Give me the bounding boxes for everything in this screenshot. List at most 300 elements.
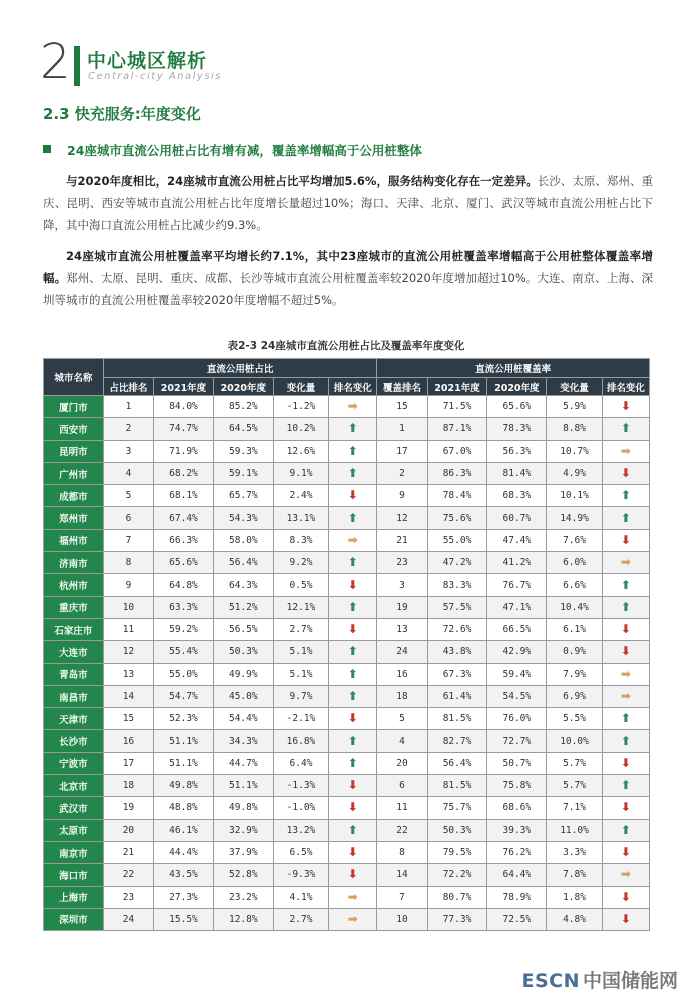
coverage-rank-cell: 24 [377, 641, 427, 663]
arrow-up-icon: ⬆ [620, 778, 631, 793]
arrow-up-icon: ⬆ [347, 733, 358, 748]
ratio-change-cell: 2.7% [273, 908, 329, 930]
arrow-up-icon: ⬆ [347, 755, 358, 770]
arrow-flat-icon: ➡ [620, 443, 631, 458]
coverage-change-cell: 10.1% [547, 485, 603, 507]
ratio-change-cell: 5.1% [273, 641, 329, 663]
coverage-2020-cell: 76.2% [487, 841, 547, 863]
ratio-2020-cell: 56.4% [213, 552, 273, 574]
coverage-col-header: 排名变化 [602, 378, 649, 396]
ratio-change-cell: -2.1% [273, 708, 329, 730]
table-row [44, 507, 650, 529]
chapter-header [40, 34, 340, 90]
table-row [44, 663, 650, 685]
arrow-down-icon: ⬇ [347, 577, 358, 592]
ratio-change-cell: 12.6% [273, 440, 329, 462]
rank-change-cell [329, 641, 377, 663]
table-row [44, 596, 650, 618]
coverage-2021-cell: 67.0% [427, 440, 487, 462]
ratio-rank-cell: 2 [103, 418, 153, 440]
coverage-change-cell: 5.9% [547, 396, 603, 418]
paragraph-1-bold: 与2020年度相比，24座城市直流公用桩占比平均增加5.6%，服务结构变化存在一定差异。 [66, 174, 538, 188]
arrow-up-icon: ⬆ [620, 711, 631, 726]
coverage-rank-cell: 13 [377, 618, 427, 640]
table-row [44, 797, 650, 819]
coverage-rank-cell: 3 [377, 574, 427, 596]
coverage-2020-cell: 72.7% [487, 730, 547, 752]
rank-change-cell [602, 485, 649, 507]
ratio-col-header: 排名变化 [329, 378, 377, 396]
coverage-rank-cell: 1 [377, 418, 427, 440]
rank-change-cell [329, 396, 377, 418]
ratio-2021-cell: 65.6% [154, 552, 214, 574]
coverage-rank-cell: 14 [377, 864, 427, 886]
city-name-cell: 昆明市 [44, 440, 104, 462]
rank-change-cell [602, 663, 649, 685]
rank-change-cell [329, 685, 377, 707]
arrow-flat-icon: ➡ [347, 399, 358, 414]
arrow-down-icon: ⬇ [347, 845, 358, 860]
coverage-change-cell: 5.7% [547, 752, 603, 774]
ratio-2020-cell: 44.7% [213, 752, 273, 774]
coverage-2020-cell: 47.1% [487, 596, 547, 618]
rank-change-cell [329, 752, 377, 774]
rank-change-cell [329, 841, 377, 863]
rank-change-cell [329, 775, 377, 797]
arrow-up-icon: ⬆ [347, 466, 358, 481]
ratio-2020-cell: 64.5% [213, 418, 273, 440]
rank-change-cell [329, 418, 377, 440]
table-row [44, 485, 650, 507]
table-row [44, 641, 650, 663]
rank-change-cell [602, 730, 649, 752]
arrow-up-icon: ⬆ [347, 421, 358, 436]
city-name-cell: 青岛市 [44, 663, 104, 685]
table-header-row-1 [44, 359, 650, 378]
arrow-flat-icon: ➡ [347, 532, 358, 547]
coverage-2021-cell: 79.5% [427, 841, 487, 863]
rank-change-cell [329, 819, 377, 841]
ratio-rank-cell: 3 [103, 440, 153, 462]
city-name-cell: 南京市 [44, 841, 104, 863]
arrow-flat-icon: ➡ [620, 867, 631, 882]
coverage-2021-cell: 82.7% [427, 730, 487, 752]
ratio-rank-cell: 20 [103, 819, 153, 841]
rank-change-cell [602, 574, 649, 596]
coverage-rank-cell: 6 [377, 775, 427, 797]
ratio-change-cell: 6.4% [273, 752, 329, 774]
ratio-2021-cell: 59.2% [154, 618, 214, 640]
arrow-down-icon: ⬇ [620, 911, 631, 926]
coverage-2020-cell: 39.3% [487, 819, 547, 841]
arrow-flat-icon: ➡ [620, 689, 631, 703]
table-row [44, 462, 650, 484]
coverage-change-cell: 10.4% [547, 596, 603, 618]
rank-change-cell [602, 841, 649, 863]
coverage-change-cell: 7.9% [547, 663, 603, 685]
ratio-group-header: 直流公用桩占比 [103, 359, 377, 378]
ratio-rank-cell: 24 [103, 908, 153, 930]
rank-change-cell [602, 752, 649, 774]
rank-change-cell [602, 708, 649, 730]
ratio-2021-cell: 55.4% [154, 641, 214, 663]
subsection-title [43, 141, 422, 159]
paragraph-1-text: 长沙、太原、郑州、重庆、昆明、西安等城市直流公用桩占比年度增长量超过10%；海口、天津、北京、厦门、武汉等城市直流公用桩占比下降，其中海口直流公用桩占比减少约9.3%。 [43, 174, 653, 232]
coverage-rank-cell: 22 [377, 819, 427, 841]
coverage-2021-cell: 57.5% [427, 596, 487, 618]
coverage-2020-cell: 64.4% [487, 864, 547, 886]
coverage-2020-cell: 78.9% [487, 886, 547, 908]
ratio-change-cell: 16.8% [273, 730, 329, 752]
ratio-change-cell: 2.7% [273, 618, 329, 640]
coverage-change-cell: 14.9% [547, 507, 603, 529]
coverage-rank-cell: 20 [377, 752, 427, 774]
ratio-rank-cell: 21 [103, 841, 153, 863]
city-name-cell: 福州市 [44, 529, 104, 551]
rank-change-cell [329, 618, 377, 640]
ratio-2020-cell: 59.3% [213, 440, 273, 462]
coverage-rank-cell: 19 [377, 596, 427, 618]
arrow-up-icon: ⬆ [347, 510, 358, 525]
ratio-2021-cell: 15.5% [154, 908, 214, 930]
ratio-rank-cell: 13 [103, 663, 153, 685]
arrow-down-icon: ⬇ [347, 711, 358, 726]
city-name-cell: 成都市 [44, 485, 104, 507]
coverage-2021-cell: 55.0% [427, 529, 487, 551]
arrow-down-icon: ⬇ [620, 755, 631, 770]
coverage-2020-cell: 65.6% [487, 396, 547, 418]
ratio-2020-cell: 49.9% [213, 663, 273, 685]
escn-logo [521, 966, 678, 993]
arrow-down-icon: ⬇ [347, 867, 358, 882]
ratio-2020-cell: 49.8% [213, 797, 273, 819]
coverage-2020-cell: 66.5% [487, 618, 547, 640]
coverage-change-cell: 4.9% [547, 462, 603, 484]
paragraph-1 [43, 170, 653, 236]
ratio-2021-cell: 54.7% [154, 685, 214, 707]
ratio-2020-cell: 85.2% [213, 396, 273, 418]
arrow-up-icon: ⬆ [620, 599, 631, 614]
coverage-2020-cell: 68.6% [487, 797, 547, 819]
arrow-up-icon: ⬆ [347, 599, 358, 614]
ratio-2020-cell: 50.3% [213, 641, 273, 663]
arrow-down-icon: ⬇ [620, 622, 631, 637]
coverage-change-cell: 3.3% [547, 841, 603, 863]
rank-change-cell [602, 819, 649, 841]
ratio-rank-cell: 15 [103, 708, 153, 730]
arrow-down-icon: ⬇ [620, 889, 631, 904]
ratio-2020-cell: 45.0% [213, 685, 273, 707]
ratio-change-cell: 12.1% [273, 596, 329, 618]
ratio-rank-cell: 1 [103, 396, 153, 418]
coverage-2020-cell: 41.2% [487, 552, 547, 574]
table-row [44, 775, 650, 797]
ratio-change-cell: -9.3% [273, 864, 329, 886]
coverage-group-header: 直流公用桩覆盖率 [377, 359, 650, 378]
ratio-2021-cell: 67.4% [154, 507, 214, 529]
city-name-cell: 大连市 [44, 641, 104, 663]
table-row [44, 841, 650, 863]
city-name-cell: 宁波市 [44, 752, 104, 774]
ratio-2021-cell: 55.0% [154, 663, 214, 685]
ratio-2020-cell: 51.2% [213, 596, 273, 618]
rank-change-cell [329, 730, 377, 752]
ratio-change-cell: 4.1% [273, 886, 329, 908]
rank-change-cell [602, 462, 649, 484]
coverage-col-header: 变化量 [547, 378, 603, 396]
table-row [44, 552, 650, 574]
paragraph-2-bold: 24座城市直流公用桩覆盖率平均增长约7.1%，其中23座城市的直流公用桩覆盖率增幅高于公用桩整体覆盖率增幅。 [43, 249, 653, 285]
ratio-rank-cell: 23 [103, 886, 153, 908]
arrow-down-icon: ⬇ [620, 532, 631, 547]
coverage-2021-cell: 43.8% [427, 641, 487, 663]
ratio-rank-cell: 16 [103, 730, 153, 752]
coverage-2021-cell: 47.2% [427, 552, 487, 574]
ratio-2021-cell: 74.7% [154, 418, 214, 440]
arrow-up-icon: ⬆ [620, 733, 631, 748]
ratio-2020-cell: 23.2% [213, 886, 273, 908]
coverage-rank-cell: 5 [377, 708, 427, 730]
table-row [44, 752, 650, 774]
ratio-2020-cell: 51.1% [213, 775, 273, 797]
rank-change-cell [602, 775, 649, 797]
coverage-rank-cell: 15 [377, 396, 427, 418]
rank-change-cell [329, 797, 377, 819]
city-name-cell: 南昌市 [44, 685, 104, 707]
ratio-change-cell: 6.5% [273, 841, 329, 863]
ratio-change-cell: 13.1% [273, 507, 329, 529]
rank-change-cell [329, 574, 377, 596]
coverage-2021-cell: 72.2% [427, 864, 487, 886]
rank-change-cell [602, 908, 649, 930]
city-name-cell: 上海市 [44, 886, 104, 908]
subsection-title-text: 24座城市直流公用桩占比有增有减，覆盖率增幅高于公用桩整体 [67, 143, 422, 158]
coverage-rank-cell: 23 [377, 552, 427, 574]
coverage-rank-cell: 11 [377, 797, 427, 819]
ratio-2020-cell: 59.1% [213, 462, 273, 484]
rank-change-cell [329, 596, 377, 618]
coverage-2020-cell: 76.7% [487, 574, 547, 596]
coverage-rank-cell: 8 [377, 841, 427, 863]
city-name-cell: 重庆市 [44, 596, 104, 618]
ratio-rank-cell: 17 [103, 752, 153, 774]
ratio-change-cell: 0.5% [273, 574, 329, 596]
city-name-cell: 太原市 [44, 819, 104, 841]
ratio-change-cell: 9.7% [273, 685, 329, 707]
rank-change-cell [329, 529, 377, 551]
coverage-rank-cell: 10 [377, 908, 427, 930]
table-header-row-2 [44, 378, 650, 396]
square-bullet-icon [43, 145, 51, 153]
ratio-col-header: 2020年度 [213, 378, 273, 396]
rank-change-cell [602, 418, 649, 440]
arrow-down-icon: ⬇ [347, 800, 358, 815]
coverage-2021-cell: 81.5% [427, 708, 487, 730]
ratio-2021-cell: 44.4% [154, 841, 214, 863]
coverage-2020-cell: 72.5% [487, 908, 547, 930]
ratio-rank-cell: 5 [103, 485, 153, 507]
coverage-col-header: 覆盖排名 [377, 378, 427, 396]
ratio-2021-cell: 68.2% [154, 462, 214, 484]
ratio-2021-cell: 66.3% [154, 529, 214, 551]
table-row [44, 418, 650, 440]
rank-change-cell [329, 663, 377, 685]
ratio-2020-cell: 58.0% [213, 529, 273, 551]
rank-change-cell [329, 462, 377, 484]
city-name-cell: 郑州市 [44, 507, 104, 529]
rank-change-cell [329, 485, 377, 507]
ratio-2020-cell: 34.3% [213, 730, 273, 752]
rank-change-cell [602, 507, 649, 529]
table-row [44, 730, 650, 752]
table-row [44, 574, 650, 596]
ratio-change-cell: 13.2% [273, 819, 329, 841]
arrow-up-icon: ⬆ [347, 443, 358, 458]
arrow-up-icon: ⬆ [620, 421, 631, 436]
rank-change-cell [329, 908, 377, 930]
coverage-2021-cell: 75.7% [427, 797, 487, 819]
arrow-flat-icon: ➡ [620, 555, 631, 570]
coverage-change-cell: 6.1% [547, 618, 603, 640]
table-row [44, 685, 650, 707]
chapter-title: 中心城区解析 [87, 50, 208, 72]
city-name-cell: 济南市 [44, 552, 104, 574]
arrow-up-icon: ⬆ [347, 689, 358, 703]
coverage-2020-cell: 68.3% [487, 485, 547, 507]
ratio-rank-cell: 7 [103, 529, 153, 551]
coverage-2020-cell: 76.0% [487, 708, 547, 730]
coverage-2020-cell: 47.4% [487, 529, 547, 551]
coverage-2020-cell: 42.9% [487, 641, 547, 663]
arrow-up-icon: ⬆ [620, 822, 631, 837]
table-row [44, 618, 650, 640]
coverage-rank-cell: 17 [377, 440, 427, 462]
coverage-rank-cell: 16 [377, 663, 427, 685]
coverage-rank-cell: 9 [377, 485, 427, 507]
arrow-flat-icon: ➡ [620, 666, 631, 681]
coverage-rank-cell: 2 [377, 462, 427, 484]
table-row [44, 529, 650, 551]
ratio-rank-cell: 10 [103, 596, 153, 618]
coverage-2021-cell: 86.3% [427, 462, 487, 484]
coverage-2021-cell: 81.5% [427, 775, 487, 797]
arrow-down-icon: ⬇ [347, 488, 358, 503]
coverage-2020-cell: 81.4% [487, 462, 547, 484]
rank-change-cell [602, 864, 649, 886]
ratio-2020-cell: 65.7% [213, 485, 273, 507]
ratio-rank-cell: 12 [103, 641, 153, 663]
ratio-rank-cell: 18 [103, 775, 153, 797]
ratio-change-cell: 9.1% [273, 462, 329, 484]
coverage-col-header: 2020年度 [487, 378, 547, 396]
ratio-rank-cell: 4 [103, 462, 153, 484]
ratio-2020-cell: 12.8% [213, 908, 273, 930]
arrow-down-icon: ⬇ [347, 622, 358, 637]
ratio-2021-cell: 51.1% [154, 752, 214, 774]
arrow-down-icon: ⬇ [620, 399, 631, 414]
table-row [44, 708, 650, 730]
ratio-2021-cell: 52.3% [154, 708, 214, 730]
coverage-change-cell: 8.8% [547, 418, 603, 440]
paragraph-2-text: 郑州、太原、昆明、重庆、成都、长沙等城市直流公用桩覆盖率较2020年度增加超过10%。大连、南京、上海、深圳等城市的直流公用桩覆盖率较2020年度增幅不超过5%。 [43, 271, 654, 307]
rank-change-cell [602, 596, 649, 618]
arrow-down-icon: ⬇ [347, 778, 358, 793]
coverage-change-cell: 10.7% [547, 440, 603, 462]
ratio-change-cell: 9.2% [273, 552, 329, 574]
coverage-2020-cell: 60.7% [487, 507, 547, 529]
arrow-down-icon: ⬇ [620, 800, 631, 815]
coverage-change-cell: 5.7% [547, 775, 603, 797]
coverage-change-cell: 10.0% [547, 730, 603, 752]
coverage-rank-cell: 12 [377, 507, 427, 529]
city-name-cell: 武汉市 [44, 797, 104, 819]
rank-change-cell [329, 708, 377, 730]
coverage-2021-cell: 75.6% [427, 507, 487, 529]
coverage-2021-cell: 87.1% [427, 418, 487, 440]
coverage-change-cell: 5.5% [547, 708, 603, 730]
city-name-cell: 北京市 [44, 775, 104, 797]
ratio-2021-cell: 68.1% [154, 485, 214, 507]
arrow-up-icon: ⬆ [347, 822, 358, 837]
ratio-2021-cell: 51.1% [154, 730, 214, 752]
coverage-2021-cell: 61.4% [427, 685, 487, 707]
paragraph-2 [43, 245, 653, 311]
city-name-cell: 石家庄市 [44, 618, 104, 640]
chapter-subtitle: Central-city Analysis [88, 71, 223, 82]
rank-change-cell [329, 864, 377, 886]
coverage-2021-cell: 78.4% [427, 485, 487, 507]
table-caption: 表2-3 24座城市直流公用桩占比及覆盖率年度变化 [227, 340, 465, 352]
city-name-cell: 长沙市 [44, 730, 104, 752]
coverage-2021-cell: 50.3% [427, 819, 487, 841]
ratio-2021-cell: 64.8% [154, 574, 214, 596]
rank-change-cell [602, 396, 649, 418]
arrow-down-icon: ⬇ [620, 644, 631, 659]
coverage-2020-cell: 50.7% [487, 752, 547, 774]
coverage-2020-cell: 59.4% [487, 663, 547, 685]
coverage-2021-cell: 72.6% [427, 618, 487, 640]
city-name-cell: 海口市 [44, 864, 104, 886]
coverage-change-cell: 7.8% [547, 864, 603, 886]
ratio-rank-cell: 9 [103, 574, 153, 596]
rank-change-cell [329, 507, 377, 529]
coverage-2020-cell: 75.8% [487, 775, 547, 797]
ratio-2021-cell: 46.1% [154, 819, 214, 841]
ratio-col-header: 变化量 [273, 378, 329, 396]
ratio-2021-cell: 43.5% [154, 864, 214, 886]
coverage-rank-cell: 18 [377, 685, 427, 707]
arrow-up-icon: ⬆ [347, 666, 358, 681]
ratio-rank-cell: 19 [103, 797, 153, 819]
city-name-cell: 西安市 [44, 418, 104, 440]
ratio-2021-cell: 27.3% [154, 886, 214, 908]
ratio-col-header: 2021年度 [154, 378, 214, 396]
arrow-flat-icon: ➡ [347, 889, 358, 904]
rank-change-cell [602, 685, 649, 707]
coverage-rank-cell: 7 [377, 886, 427, 908]
coverage-change-cell: 6.9% [547, 685, 603, 707]
arrow-up-icon: ⬆ [620, 510, 631, 525]
coverage-change-cell: 4.8% [547, 908, 603, 930]
ratio-rank-cell: 11 [103, 618, 153, 640]
ratio-change-cell: 8.3% [273, 529, 329, 551]
coverage-2020-cell: 56.3% [487, 440, 547, 462]
table-body [44, 396, 650, 931]
ratio-change-cell: 5.1% [273, 663, 329, 685]
arrow-down-icon: ⬇ [620, 845, 631, 860]
ratio-rank-cell: 14 [103, 685, 153, 707]
coverage-2021-cell: 71.5% [427, 396, 487, 418]
